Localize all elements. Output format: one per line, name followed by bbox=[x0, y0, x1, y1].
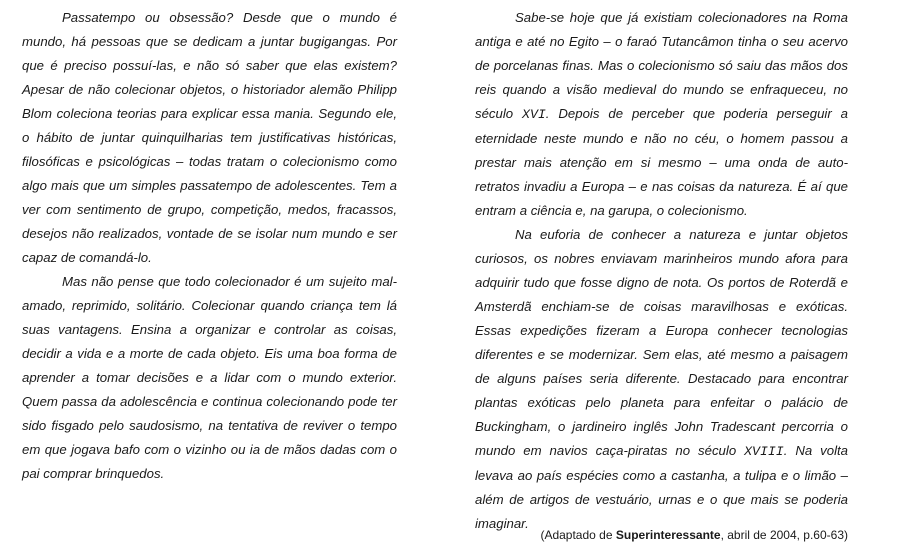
source-suffix: , abril de 2004, p.60-63) bbox=[720, 528, 848, 542]
source-prefix: (Adaptado de bbox=[540, 528, 616, 542]
paragraph-text: Sabe-se hoje que já existiam colecionadores na Roma antiga e até no Egito – o faraó Tutancâmon tinha o seu acervo de porcelanas finas. Mas o colecionismo só saiu das mãos dos reis quando a visão medieval do mundo se enfraqueceu, no século bbox=[475, 10, 848, 121]
publication-name: Superinteressante bbox=[615, 528, 721, 542]
paragraph: Mas não pense que todo colecionador é um sujeito mal-amado, reprimido, solitário. Colecionar quando criança tem lá suas vantagens. Ensina a organizar e controlar as coisas, decidir a vida e a morte de cada objeto. Eis uma boa forma de aprender a tomar decisões e a lidar com o mundo exterior. Quem passa da adolescência e continua colecionando pode ter sido fisgado pelo saudosismo, na tentativa de reviver o tempo em que jogava bafo com o vizinho ou ia de mãos dadas com o pai comprar brinquedos. bbox=[22, 274, 397, 481]
paragraph bbox=[475, 6, 848, 223]
right-column bbox=[475, 6, 848, 536]
paragraph-text: Na euforia de conhecer a natureza e juntar objetos curiosos, os nobres enviavam marinheiros mundo afora para adquirir tudo que fosse digno de nota. Os portos de Roterdã e Amsterdã enchiam-se de coisas maravilhosas e exóticas. Essas expedições fizeram a Europa conhecer tecnologias diferentes e se modernizar. Sem elas, até mesmo a paisagem de alguns países seria diferente. Destacado para encontrar plantas exóticas pelo planeta para enfeitar o palácio de Buckingham, o jardineiro inglês John Tradescant percorria o mundo em navios caça-piratas no século bbox=[475, 227, 848, 458]
paragraph: Passatempo ou obsessão? Desde que o mundo é mundo, há pessoas que se dedicam a juntar bugigangas. Por que é preciso possuí-las, e não só saber que elas existem? Apesar de não colecionar objetos, o historiador alemão Philipp Blom coleciona teorias para explicar essa mania. Segundo ele, o hábito de juntar quinquilharias tem justificativas históricas, filosóficas e psicológicas – todas tratam o colecionismo como algo mais que um simples passatempo de adolescentes. Tem a ver com sentimento de grupo, competição, medos, fracassos, desejos não realizados, vontade de se isolar num mundo e ser capaz de comandá-lo. bbox=[22, 10, 397, 265]
paragraph bbox=[475, 223, 848, 536]
source-citation bbox=[480, 528, 848, 542]
left-column bbox=[22, 6, 397, 486]
paragraph-text: . Depois de perceber que poderia perseguir a eternidade neste mundo e não no céu, o homem passou a prestar mais atenção em si mesmo – uma onda de auto-retratos invadiu a Europa – e nas coisas da natureza. É aí que entram a ciência e, na garupa, o colecionismo. bbox=[475, 106, 848, 218]
roman-numeral: XVIII bbox=[744, 444, 784, 459]
roman-numeral: XVI bbox=[522, 107, 546, 122]
paragraph-text: . Na volta levava ao país espécies como a castanha, a tulipa e o limão – além de artigos de vestuário, urnas e o que mais se poderia imaginar. bbox=[475, 443, 848, 531]
